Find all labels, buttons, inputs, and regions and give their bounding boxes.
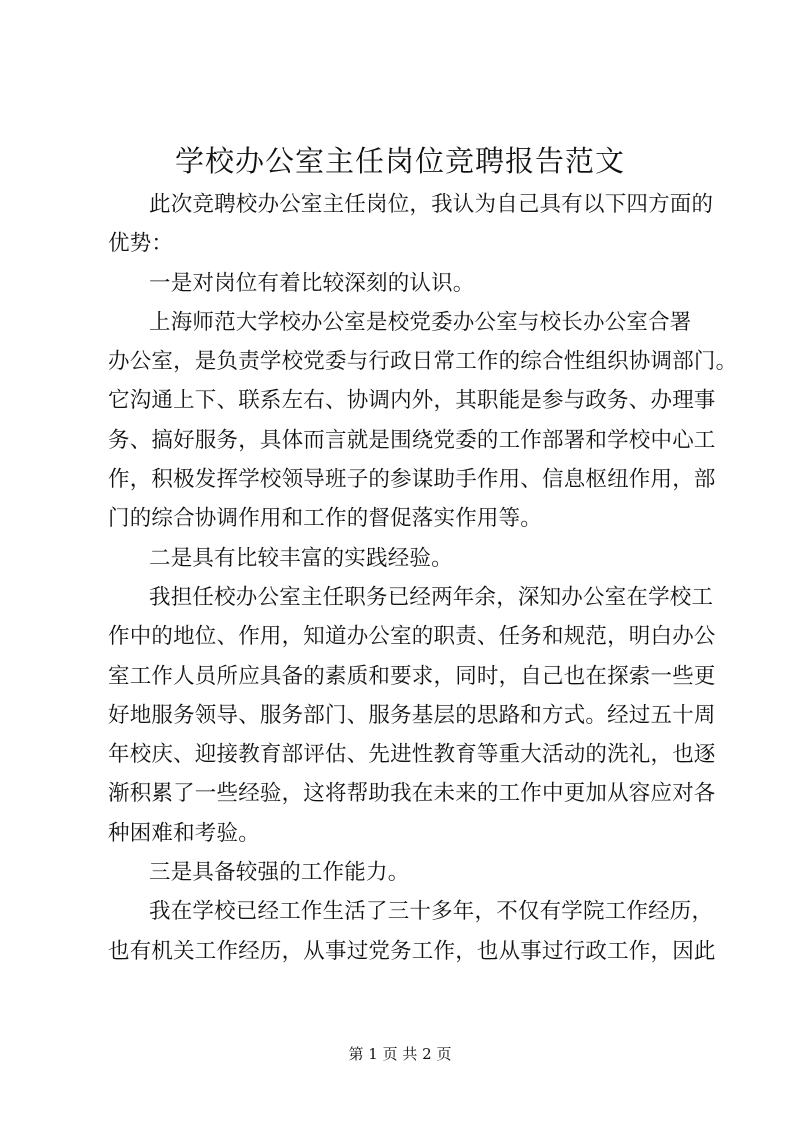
text-line: 务、搞好服务，具体而言就是围绕党委的工作部署和学校中心工	[108, 427, 716, 453]
text-line: 三是具备较强的工作能力。	[149, 860, 410, 886]
text-line: 渐积累了一些经验，这将帮助我在未来的工作中更加从容应对各	[108, 781, 716, 807]
document-title: 学校办公室主任岗位竞聘报告范文	[174, 144, 625, 178]
text-line: 好地服务领导、服务部门、服务基层的思路和方式。经过五十周	[108, 702, 716, 728]
text-line: 一是对岗位有着比较深刻的认识。	[149, 270, 475, 296]
page-footer: 第 1 页 共 2 页	[348, 1045, 452, 1063]
text-line: 二是具有比较丰富的实践经验。	[149, 545, 453, 571]
text-line: 作，积极发挥学校领导班子的参谋助手作用、信息枢纽作用，部	[108, 467, 716, 493]
text-line: 优势：	[108, 231, 174, 257]
text-line: 办公室，是负责学校党委与行政日常工作的综合性组织协调部门。	[108, 349, 738, 375]
text-line: 年校庆、迎接教育部评估、先进性教育等重大活动的洗礼，也逐	[108, 742, 716, 768]
text-line: 种困难和考验。	[108, 820, 260, 846]
text-line: 也有机关工作经历，从事过党务工作，也从事过行政工作，因此	[108, 938, 716, 964]
text-line: 上海师范大学校办公室是校党委办公室与校长办公室合署	[149, 309, 692, 335]
text-line: 此次竞聘校办公室主任岗位，我认为自己具有以下四方面的	[149, 192, 714, 217]
text-line: 门的综合协调作用和工作的督促落实作用等。	[108, 506, 543, 532]
text-line: 室工作人员所应具备的素质和要求，同时，自己也在探索一些更	[108, 663, 716, 689]
text-line: 它沟通上下、联系左右、协调内外，其职能是参与政务、办理事	[108, 388, 716, 414]
text-line: 我在学校已经工作生活了三十多年，不仅有学院工作经历，	[149, 899, 714, 925]
document-body	[108, 185, 738, 971]
text-line: 作中的地位、作用，知道办公室的职责、任务和规范，明白办公	[108, 624, 716, 650]
text-line: 我担任校办公室主任职务已经两年余，深知办公室在学校工	[149, 584, 714, 610]
